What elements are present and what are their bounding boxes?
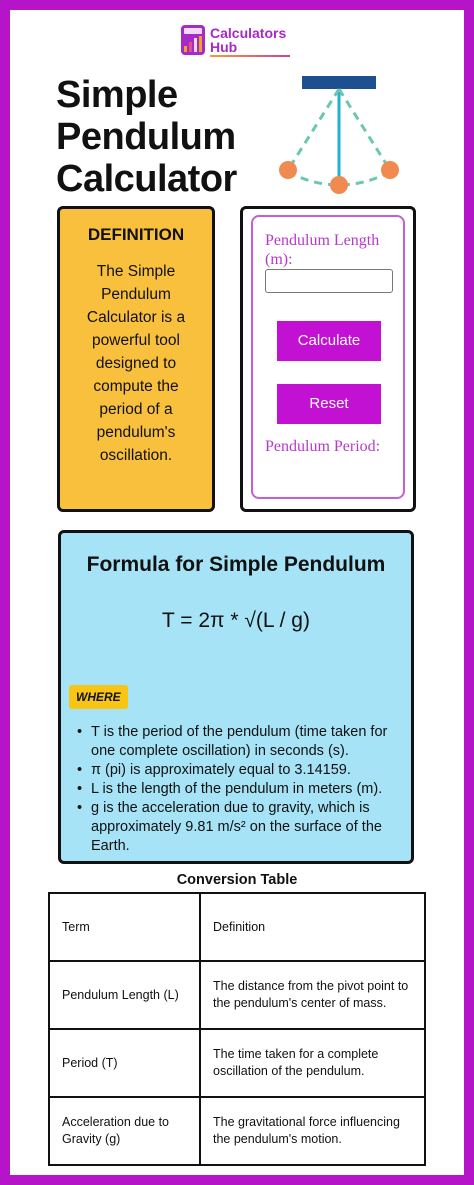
title-line-2: Pendulum	[56, 116, 236, 158]
table-header-row	[49, 893, 425, 961]
table-row	[49, 961, 425, 1029]
pendulum-right-rod	[339, 89, 390, 170]
table-cell: The distance from the pivot point to the pendulum's center of mass.	[200, 961, 425, 1029]
calculator-card	[240, 206, 416, 512]
formula-equation: T = 2π * √(L / g)	[162, 609, 310, 632]
logo-wordmark	[210, 26, 286, 54]
calculate-button[interactable]: Calculate	[277, 321, 381, 361]
definition-card	[57, 206, 215, 512]
list-item: • T is the period of the pendulum (time taken for one complete oscillation) in seconds (s).	[75, 723, 401, 761]
logo-line-2: Hub	[210, 39, 238, 55]
title-line-1: Simple	[56, 74, 178, 116]
calculators-hub-logo[interactable]	[180, 24, 300, 58]
table-cell: Definition	[200, 893, 425, 961]
logo-line-1: Calculators	[210, 25, 287, 41]
pendulum-illustration	[272, 70, 412, 200]
definition-body: The Simple Pendulum Calculator is a powerful tool designed to compute the period of a pendulum's oscillation.	[86, 263, 186, 464]
pendulum-left-bob	[279, 161, 297, 179]
calculator-logo-icon	[180, 24, 206, 56]
list-item: • L is the length of the pendulum in meters (m).	[75, 780, 401, 799]
pendulum-length-label: Pendulum Length (m):	[265, 232, 380, 268]
table-row	[49, 1029, 425, 1097]
table-cell: Pendulum Length (L)	[49, 961, 200, 1029]
formula-variable-list	[75, 723, 401, 856]
pendulum-bob	[330, 176, 348, 194]
pendulum-left-rod	[288, 89, 339, 170]
formula-heading: Formula for Simple Pendulum	[86, 553, 386, 576]
calculator-form	[251, 215, 405, 499]
page-title	[56, 74, 276, 200]
table-cell: The time taken for a complete oscillation of the pendulum.	[200, 1029, 425, 1097]
table-cell: Period (T)	[49, 1029, 200, 1097]
table-cell: Term	[49, 893, 200, 961]
table-cell: Acceleration due to Gravity (g)	[49, 1097, 200, 1165]
title-line-3: Calculator	[56, 158, 237, 200]
table-cell: The gravitational force influencing the pendulum's motion.	[200, 1097, 425, 1165]
reset-button[interactable]: Reset	[277, 384, 381, 424]
table-row	[49, 1097, 425, 1165]
pendulum-period-label: Pendulum Period:	[265, 438, 381, 455]
where-badge: WHERE	[69, 685, 128, 709]
formula-card	[58, 530, 414, 864]
logo-underline	[210, 55, 290, 57]
pendulum-length-input[interactable]	[265, 269, 393, 293]
conversion-table	[48, 892, 426, 1166]
conversion-table-title: Conversion Table	[176, 872, 298, 888]
list-item: • π (pi) is approximately equal to 3.14159.	[75, 761, 401, 780]
list-item: • g is the acceleration due to gravity, which is approximately 9.81 m/s² on the surface of the Earth.	[75, 799, 401, 856]
pendulum-right-bob	[381, 161, 399, 179]
pendulum-pivot-bar	[302, 76, 376, 89]
definition-heading: DEFINITION	[87, 225, 185, 244]
